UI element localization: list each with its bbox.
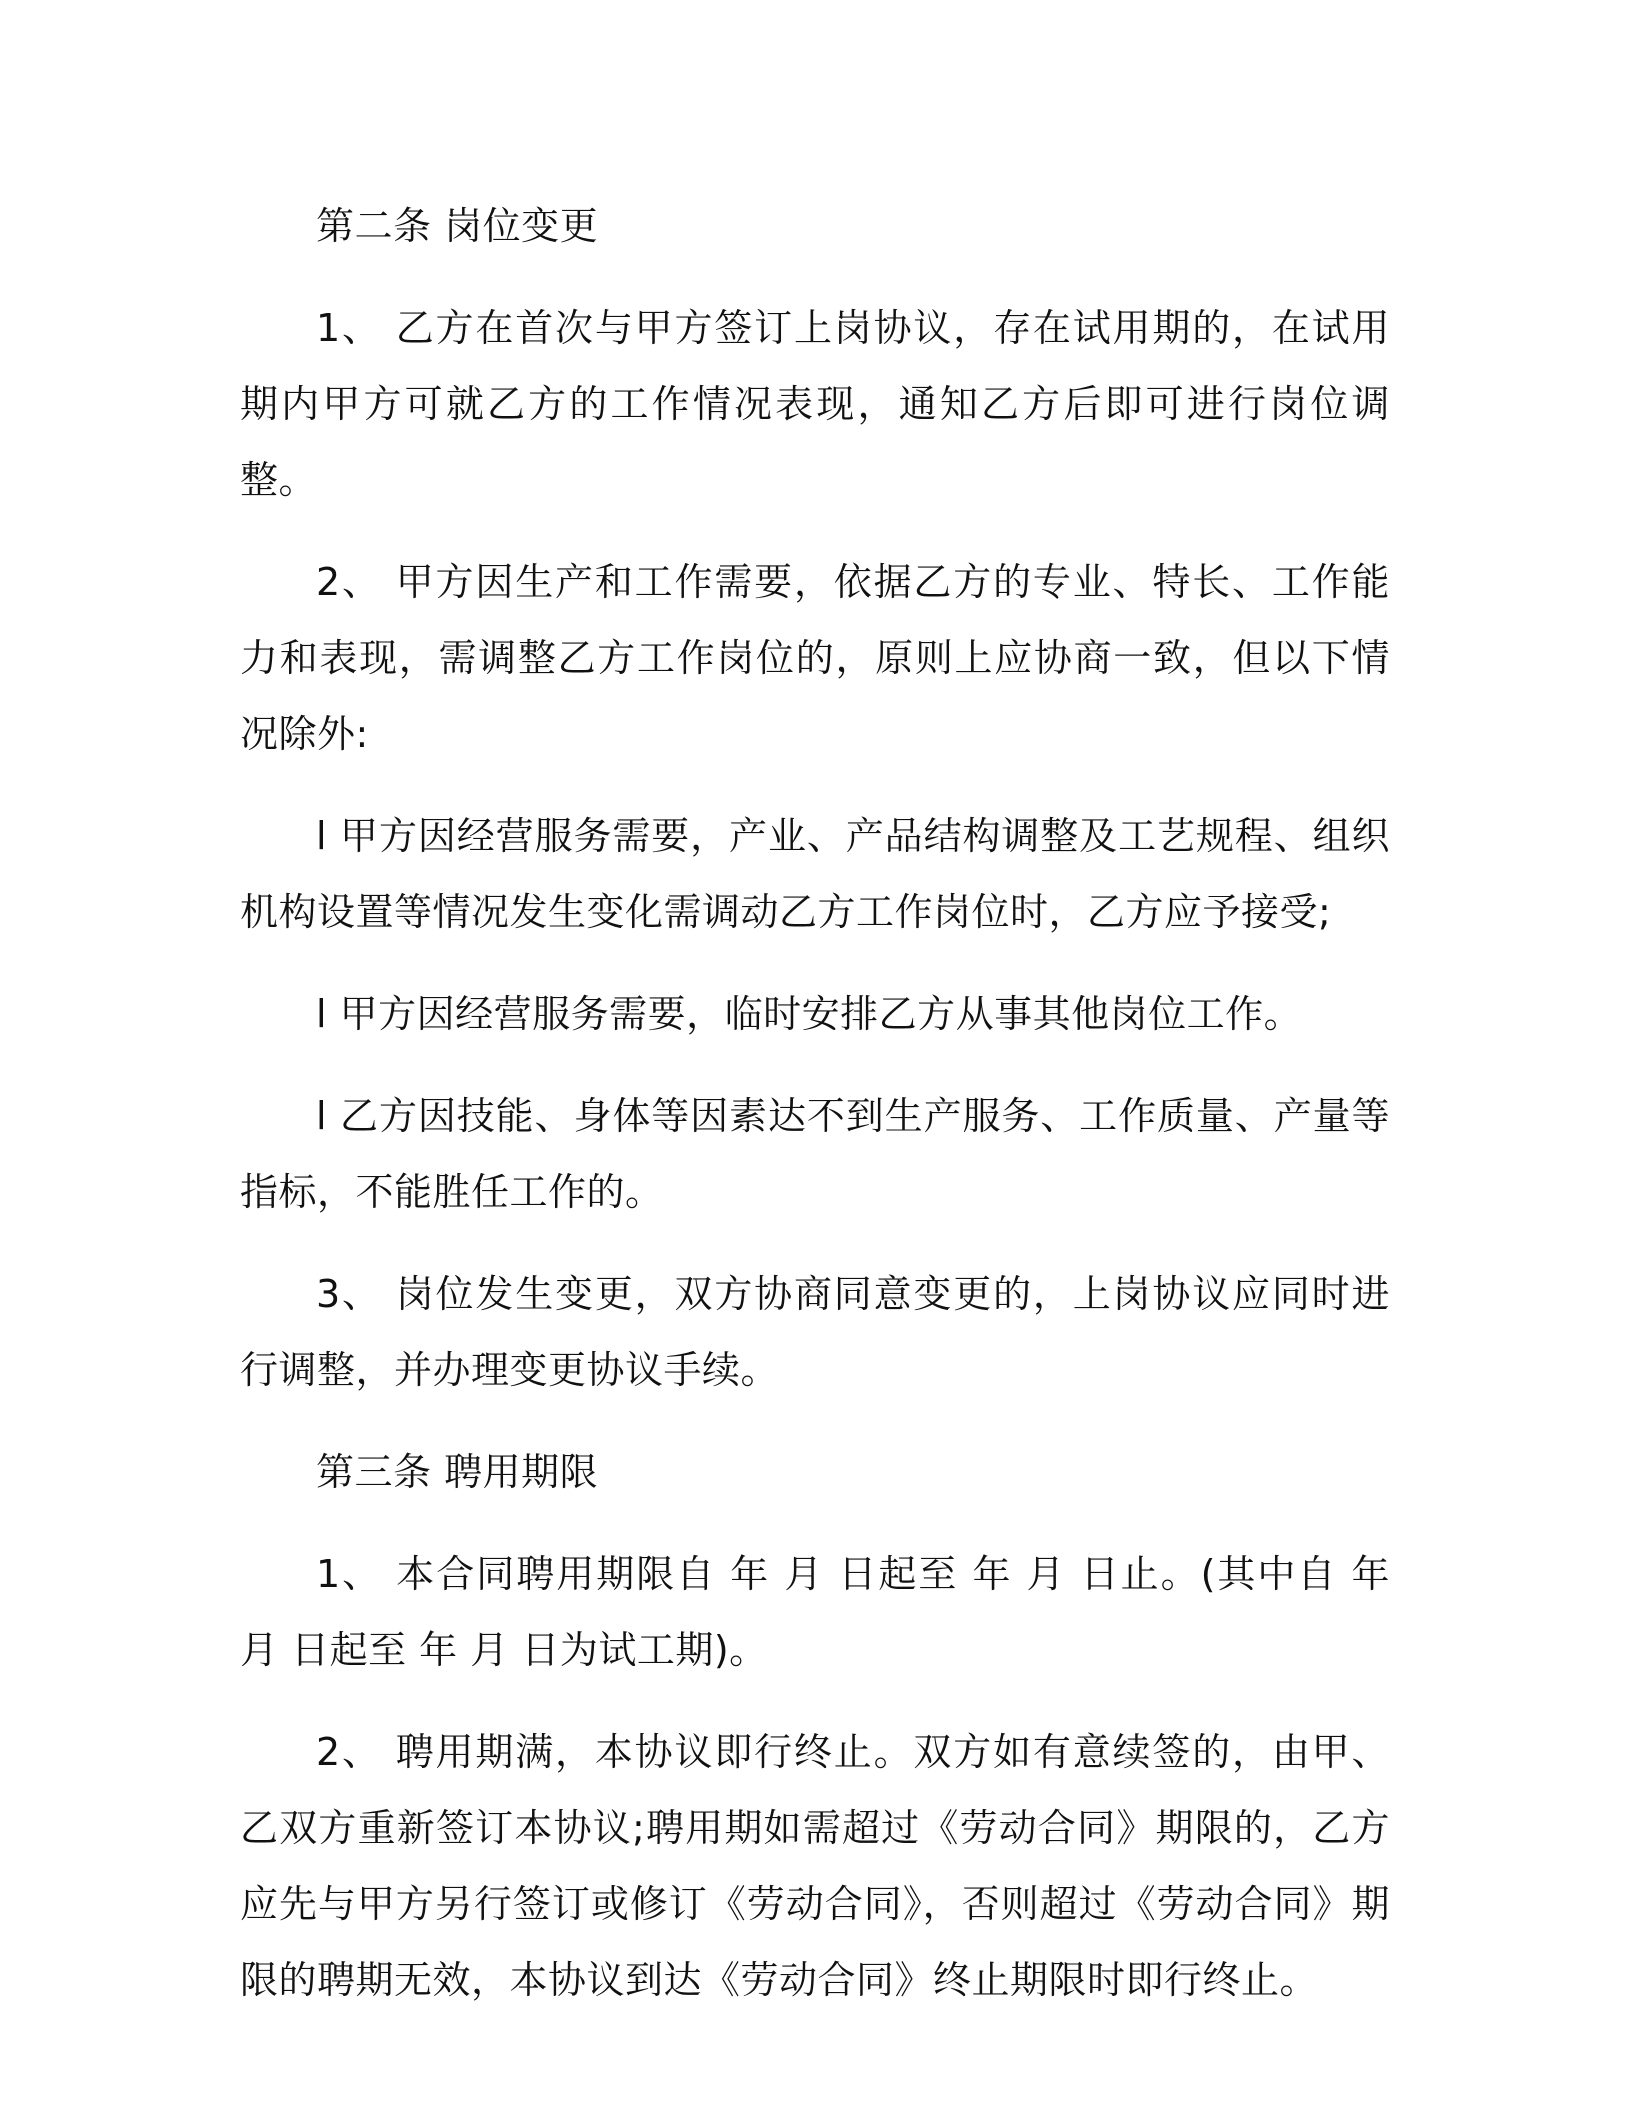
article-3-clause-2: 2、 聘用期满，本协议即行终止。双方如有意续签的，由甲、乙双方重新签订本协议;聘用期如需超过《劳动合同》期限的，乙方应先与甲方另行签订或修订《劳动合同》，否则超过《劳动合同》期限的聘期无效，本协议到达《劳动合同》终止期限时即行终止。	[240, 1730, 1390, 2002]
article-2-bullet-1: l 甲方因经营服务需要，产业、产品结构调整及工艺规程、组织机构设置等情况发生变化需调动乙方工作岗位时，乙方应予接受;	[240, 814, 1390, 934]
article-2-clause-3: 3、 岗位发生变更，双方协商同意变更的，上岗协议应同时进行调整，并办理变更协议手续。	[240, 1272, 1390, 1392]
article-2-bullet-3: l 乙方因技能、身体等因素达不到生产服务、工作质量、产量等指标，不能胜任工作的。	[240, 1094, 1390, 1214]
article-2-bullet-2: l 甲方因经营服务需要，临时安排乙方从事其他岗位工作。	[316, 992, 1303, 1036]
article-3-clause-1: 1、 本合同聘用期限自 年 月 日起至 年 月 日止。(其中自 年 月 日起至 年 月 日为试工期)。	[240, 1552, 1390, 1672]
document-body	[240, 188, 1390, 2044]
article-2-clause-1: 1、 乙方在首次与甲方签订上岗协议，存在试用期的，在试用期内甲方可就乙方的工作情况表现，通知乙方后即可进行岗位调整。	[240, 306, 1390, 502]
article-3-heading: 第三条 聘用期限	[316, 1450, 599, 1494]
article-2-heading: 第二条 岗位变更	[316, 204, 599, 248]
article-2-clause-2: 2、 甲方因生产和工作需要，依据乙方的专业、特长、工作能力和表现，需调整乙方工作岗位的，原则上应协商一致，但以下情况除外:	[240, 560, 1390, 756]
